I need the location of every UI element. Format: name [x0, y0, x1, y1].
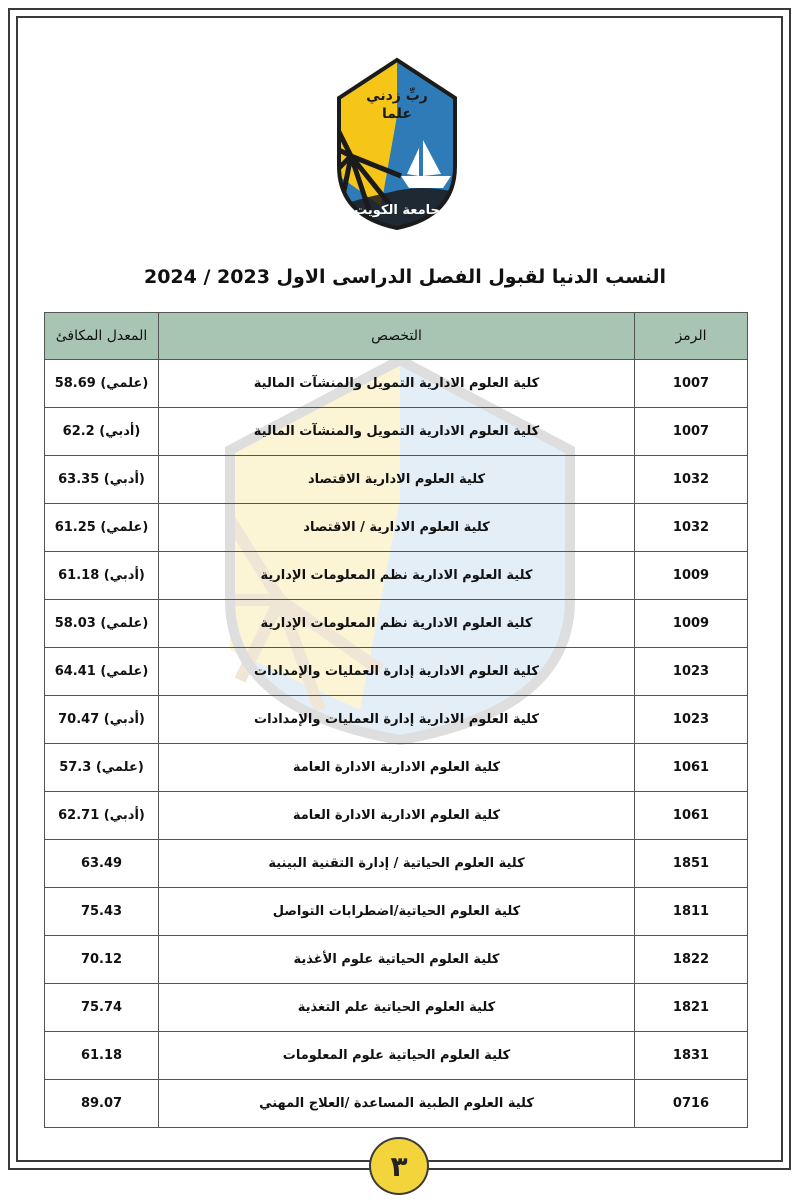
table-row	[45, 744, 748, 792]
cell-major: كلية العلوم الادارية / الاقتصاد	[159, 504, 635, 552]
cell-score: 62.71 (أدبي)	[45, 792, 159, 840]
cell-score: 63.49	[45, 840, 159, 888]
cell-score: 70.12	[45, 936, 159, 984]
cell-code: 1009	[635, 600, 748, 648]
cell-major: كلية العلوم الطبية المساعدة /العلاج المهني	[159, 1080, 635, 1128]
cell-code: 1007	[635, 360, 748, 408]
cell-code: 0716	[635, 1080, 748, 1128]
cell-score: 64.41 (علمي)	[45, 648, 159, 696]
table-row	[45, 504, 748, 552]
admission-table	[44, 312, 748, 1128]
cell-major: كلية العلوم الادارية الاقتصاد	[159, 456, 635, 504]
cell-major: كلية العلوم الادارية إدارة العمليات والإمدادات	[159, 648, 635, 696]
cell-major: كلية العلوم الحياتية/اضطرابات التواصل	[159, 888, 635, 936]
table-row	[45, 888, 748, 936]
cell-score: 58.03 (علمي)	[45, 600, 159, 648]
cell-score: 89.07	[45, 1080, 159, 1128]
table-row	[45, 1032, 748, 1080]
table-row	[45, 936, 748, 984]
svg-text:علما: علما	[382, 106, 412, 122]
cell-score: 61.18	[45, 1032, 159, 1080]
table-row	[45, 408, 748, 456]
cell-code: 1023	[635, 648, 748, 696]
cell-code: 1032	[635, 504, 748, 552]
table-row	[45, 1080, 748, 1128]
cell-code: 1061	[635, 792, 748, 840]
table-row	[45, 456, 748, 504]
cell-code: 1821	[635, 984, 748, 1032]
cell-code: 1811	[635, 888, 748, 936]
cell-major: كلية العلوم الادارية نظم المعلومات الإدارية	[159, 600, 635, 648]
table-row	[45, 696, 748, 744]
cell-code: 1007	[635, 408, 748, 456]
page-title: النسب الدنيا لقبول الفصل الدراسى الاول 2023 / 2024	[143, 266, 667, 288]
cell-score: 57.3 (علمي)	[45, 744, 159, 792]
table-row	[45, 792, 748, 840]
cell-score: 61.25 (علمي)	[45, 504, 159, 552]
table-row	[45, 360, 748, 408]
table-row	[45, 648, 748, 696]
cell-code: 1009	[635, 552, 748, 600]
cell-code: 1061	[635, 744, 748, 792]
cell-score: 75.74	[45, 984, 159, 1032]
cell-major: كلية العلوم الحياتية / إدارة التقنية البينية	[159, 840, 635, 888]
header-code: الرمز	[635, 313, 748, 360]
table-row	[45, 840, 748, 888]
cell-code: 1032	[635, 456, 748, 504]
cell-major: كلية العلوم الادارية التمويل والمنشآت المالية	[159, 408, 635, 456]
header-major: التخصص	[159, 313, 635, 360]
cell-code: 1023	[635, 696, 748, 744]
cell-code: 1831	[635, 1032, 748, 1080]
cell-major: كلية العلوم الادارية نظم المعلومات الإدارية	[159, 552, 635, 600]
cell-code: 1822	[635, 936, 748, 984]
cell-major: كلية العلوم الادارية الادارة العامة	[159, 744, 635, 792]
svg-text:ربِّ زدني: ربِّ زدني	[366, 88, 428, 104]
cell-major: كلية العلوم الادارية التمويل والمنشآت المالية	[159, 360, 635, 408]
cell-score: 70.47 (أدبي)	[45, 696, 159, 744]
table-row	[45, 552, 748, 600]
cell-major: كلية العلوم الادارية إدارة العمليات والإمدادات	[159, 696, 635, 744]
cell-score: 61.18 (أدبي)	[45, 552, 159, 600]
header-score: المعدل المكافئ	[45, 313, 159, 360]
table-row	[45, 600, 748, 648]
table-row	[45, 984, 748, 1032]
cell-score: 75.43	[45, 888, 159, 936]
cell-score: 63.35 (أدبي)	[45, 456, 159, 504]
svg-text:جامعة الكويت: جامعة الكويت	[354, 203, 440, 218]
cell-major: كلية العلوم الادارية الادارة العامة	[159, 792, 635, 840]
university-logo	[331, 56, 463, 232]
cell-major: كلية العلوم الحياتية علوم الأغذية	[159, 936, 635, 984]
cell-major: كلية العلوم الحياتية علم التغذية	[159, 984, 635, 1032]
cell-major: كلية العلوم الحياتية علوم المعلومات	[159, 1032, 635, 1080]
cell-score: 58.69 (علمي)	[45, 360, 159, 408]
page-number: ٣	[369, 1137, 429, 1195]
cell-score: 62.2 (أدبي)	[45, 408, 159, 456]
table-header-row	[45, 313, 748, 360]
cell-code: 1851	[635, 840, 748, 888]
